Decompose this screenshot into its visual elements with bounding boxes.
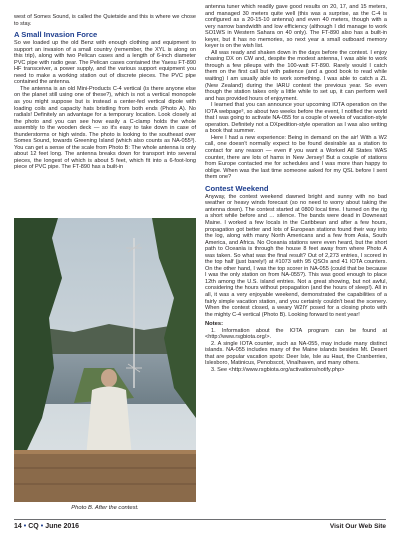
photo-caption: Photo B. After the contest. <box>71 505 139 511</box>
footer-rule <box>14 519 386 520</box>
intro-paragraph: west of Somes Sound, is called the Quietside and this is where we chose to stay. <box>14 14 196 27</box>
bullet-separator-icon: • <box>40 523 44 530</box>
section-heading-small-invasion-force: A Small Invasion Force <box>14 30 98 40</box>
body-paragraph: All was ready and shaken down in the days before the contest. I enjoy chasing DX on CW and, despite the modest antenna, I was able to work through a few pileups with the 100-watt FT-890. Rarely would I catch them on the first call but with patience (and a good book to read while waiting) I am usually able to work something. I was able to catch a ZL (New Zealand) during the IARU contest the previous year. So even though the station takes only a little while to set up, it can perform well and has provided hours of enjoyment. <box>205 49 387 102</box>
body-paragraph: Here I had a new experience: Being in demand on the air! With a W2 call, one doesn't normally expect to be found desirable as a station to contact for any reason — even if you want a Worked All States WAS counter, there are lots of hams in New Jersey! But a couple of stations from Europe contacted me for schedules and I was more than happy to oblige. When was the last time someone asked for my QSL before I sent them one? <box>205 134 387 181</box>
website-link[interactable]: Visit Our Web Site <box>329 523 386 530</box>
magazine-name: CQ <box>28 523 39 530</box>
bullet-separator-icon: • <box>23 523 27 530</box>
body-paragraph: The antenna is an old Mini-Products C-4 vertical (is there anyone else on the planet still using one of these?), which is not a vertical monopole as you might suppose but is instead a center-fed vertical dipole with loading coils and capacity hats bristling from both ends (Photo A). No radials! Definitely an advantage for a temporary location. Look closely at the photo and you can see how easily a C-clamp holds the whole assembly to the wooden deck — so it's easy to take down in case of thunderstorms or high winds. The photo is looking to the southeast over Somes Sound, towards Greening Island (which also counts as NA-055³). You can get a sense of the scale from Photo B: The whole antenna is only about 12 feet long. The antenna breaks down for transport into several pieces, the longest of which is about 5 feet, which fit into a 6-foot-long piece of PVC pipe. The FT-890 has a built-in <box>14 85 196 171</box>
right-column <box>205 4 387 374</box>
issue-date: June 2016 <box>45 523 80 530</box>
notes-title: Notes: <box>205 321 224 328</box>
body-paragraph: So we loaded up the old Benz with enough clothing and equipment to support an invasion of a small country (remember, the XYL is along on this trip), along with two Pelican cases and a length of 6-inch diameter PVC pipe with radio gear. The Pelican cases contained the Yaesu FT-890 HF transceiver, a power supply, and the various support equipment you need to make a working station out of discrete pieces. The PVC pipe contained the antenna. <box>14 40 196 86</box>
page-number: 14 <box>14 523 22 530</box>
body-paragraph: antenna tuner which readily gave good results on 20, 17, and 15 meters, and managed 30 meters quite well (this was a surprise, as the C-4 is configured as a 20-15-10 antenna) and even 40 meters, though with a very narrow bandwidth and low efficiency (although I did manage to work SO1WS in Western Sahara on 40 only). The FT-890 also has a built-in keyer, but it has no memories, so next year a small outboard memory keyer is on the wish list. <box>205 4 387 50</box>
photo-b-antenna-after-contest <box>14 218 196 502</box>
section-heading-contest-weekend: Contest Weekend <box>205 183 269 193</box>
notes-section <box>205 321 387 373</box>
note-item: 3. See <http://www.rsgbiota.org/activations/notify.php> <box>211 366 345 373</box>
footer-folio <box>14 523 79 530</box>
page-footer <box>0 519 400 538</box>
left-column <box>14 14 196 171</box>
note-item: 2. A single IOTA counter, such as NA-055, may include many distinct islands. NA-055 includes many of the Maine islands besides Mt. Desert that are popular vacation spots: Deer Isle, Isle au Haut, the Cranberries, Islesboro, Matinicus, Penobscot, Vinalhaven, and many others. <box>205 340 387 367</box>
body-paragraph: Anyway, the contest weekend dawned bright and sunny with no bad weather or heavy winds forecast (so no need to worry about taking the antenna down). The contest started at 0800 local time. I turned on the rig a short while before and … silence. The bands were dead in Downeast Maine. I worked a few locals in the Caribbean and after a few hours, propagation got better and lots of European stations found their way into the log, along with many North Americans and a few from Asia, South America, and Africa. No Oceania stations were even heard, but the short path to Oceania is through the house 8 feet away from where Photo A was taken. So what was the final result? Out of 2,273 entries, I scored in the top half (just barely!) at #1073 with 95 QSOs and 41 IOTA counters. On the other hand, I was the top scorer in NA-055 (could that be because I was the only station on from NA-055?). This was good enough to place 12th among the U.S. island entries. Not a great showing, but not awful, considering the hours without propagation (and the hours of sleep!). All in all, it was a very enjoyable weekend, demonstrated the capabilities of a fairly simple vacation station, and you certainly couldn't beat the scenery. When the contest closed, a weary W2IY posed for a closing photo with the mighty C-4 vertical (Photo B). Looking forward to next year! <box>205 193 387 318</box>
body-paragraph: I learned that you can announce your upcoming IOTA operation on the IOTA webpage³, so about two weeks before the event, I notified the world that I was going to activate NA-055 for a couple of weeks of vacation-style operation. Definitely not a DXpedition-style operation as I was also writing a book that summer. <box>205 102 387 135</box>
note-item: 1. Information about the IOTA program can be found at <http://www.rsgbiota.org/>. <box>205 327 387 341</box>
